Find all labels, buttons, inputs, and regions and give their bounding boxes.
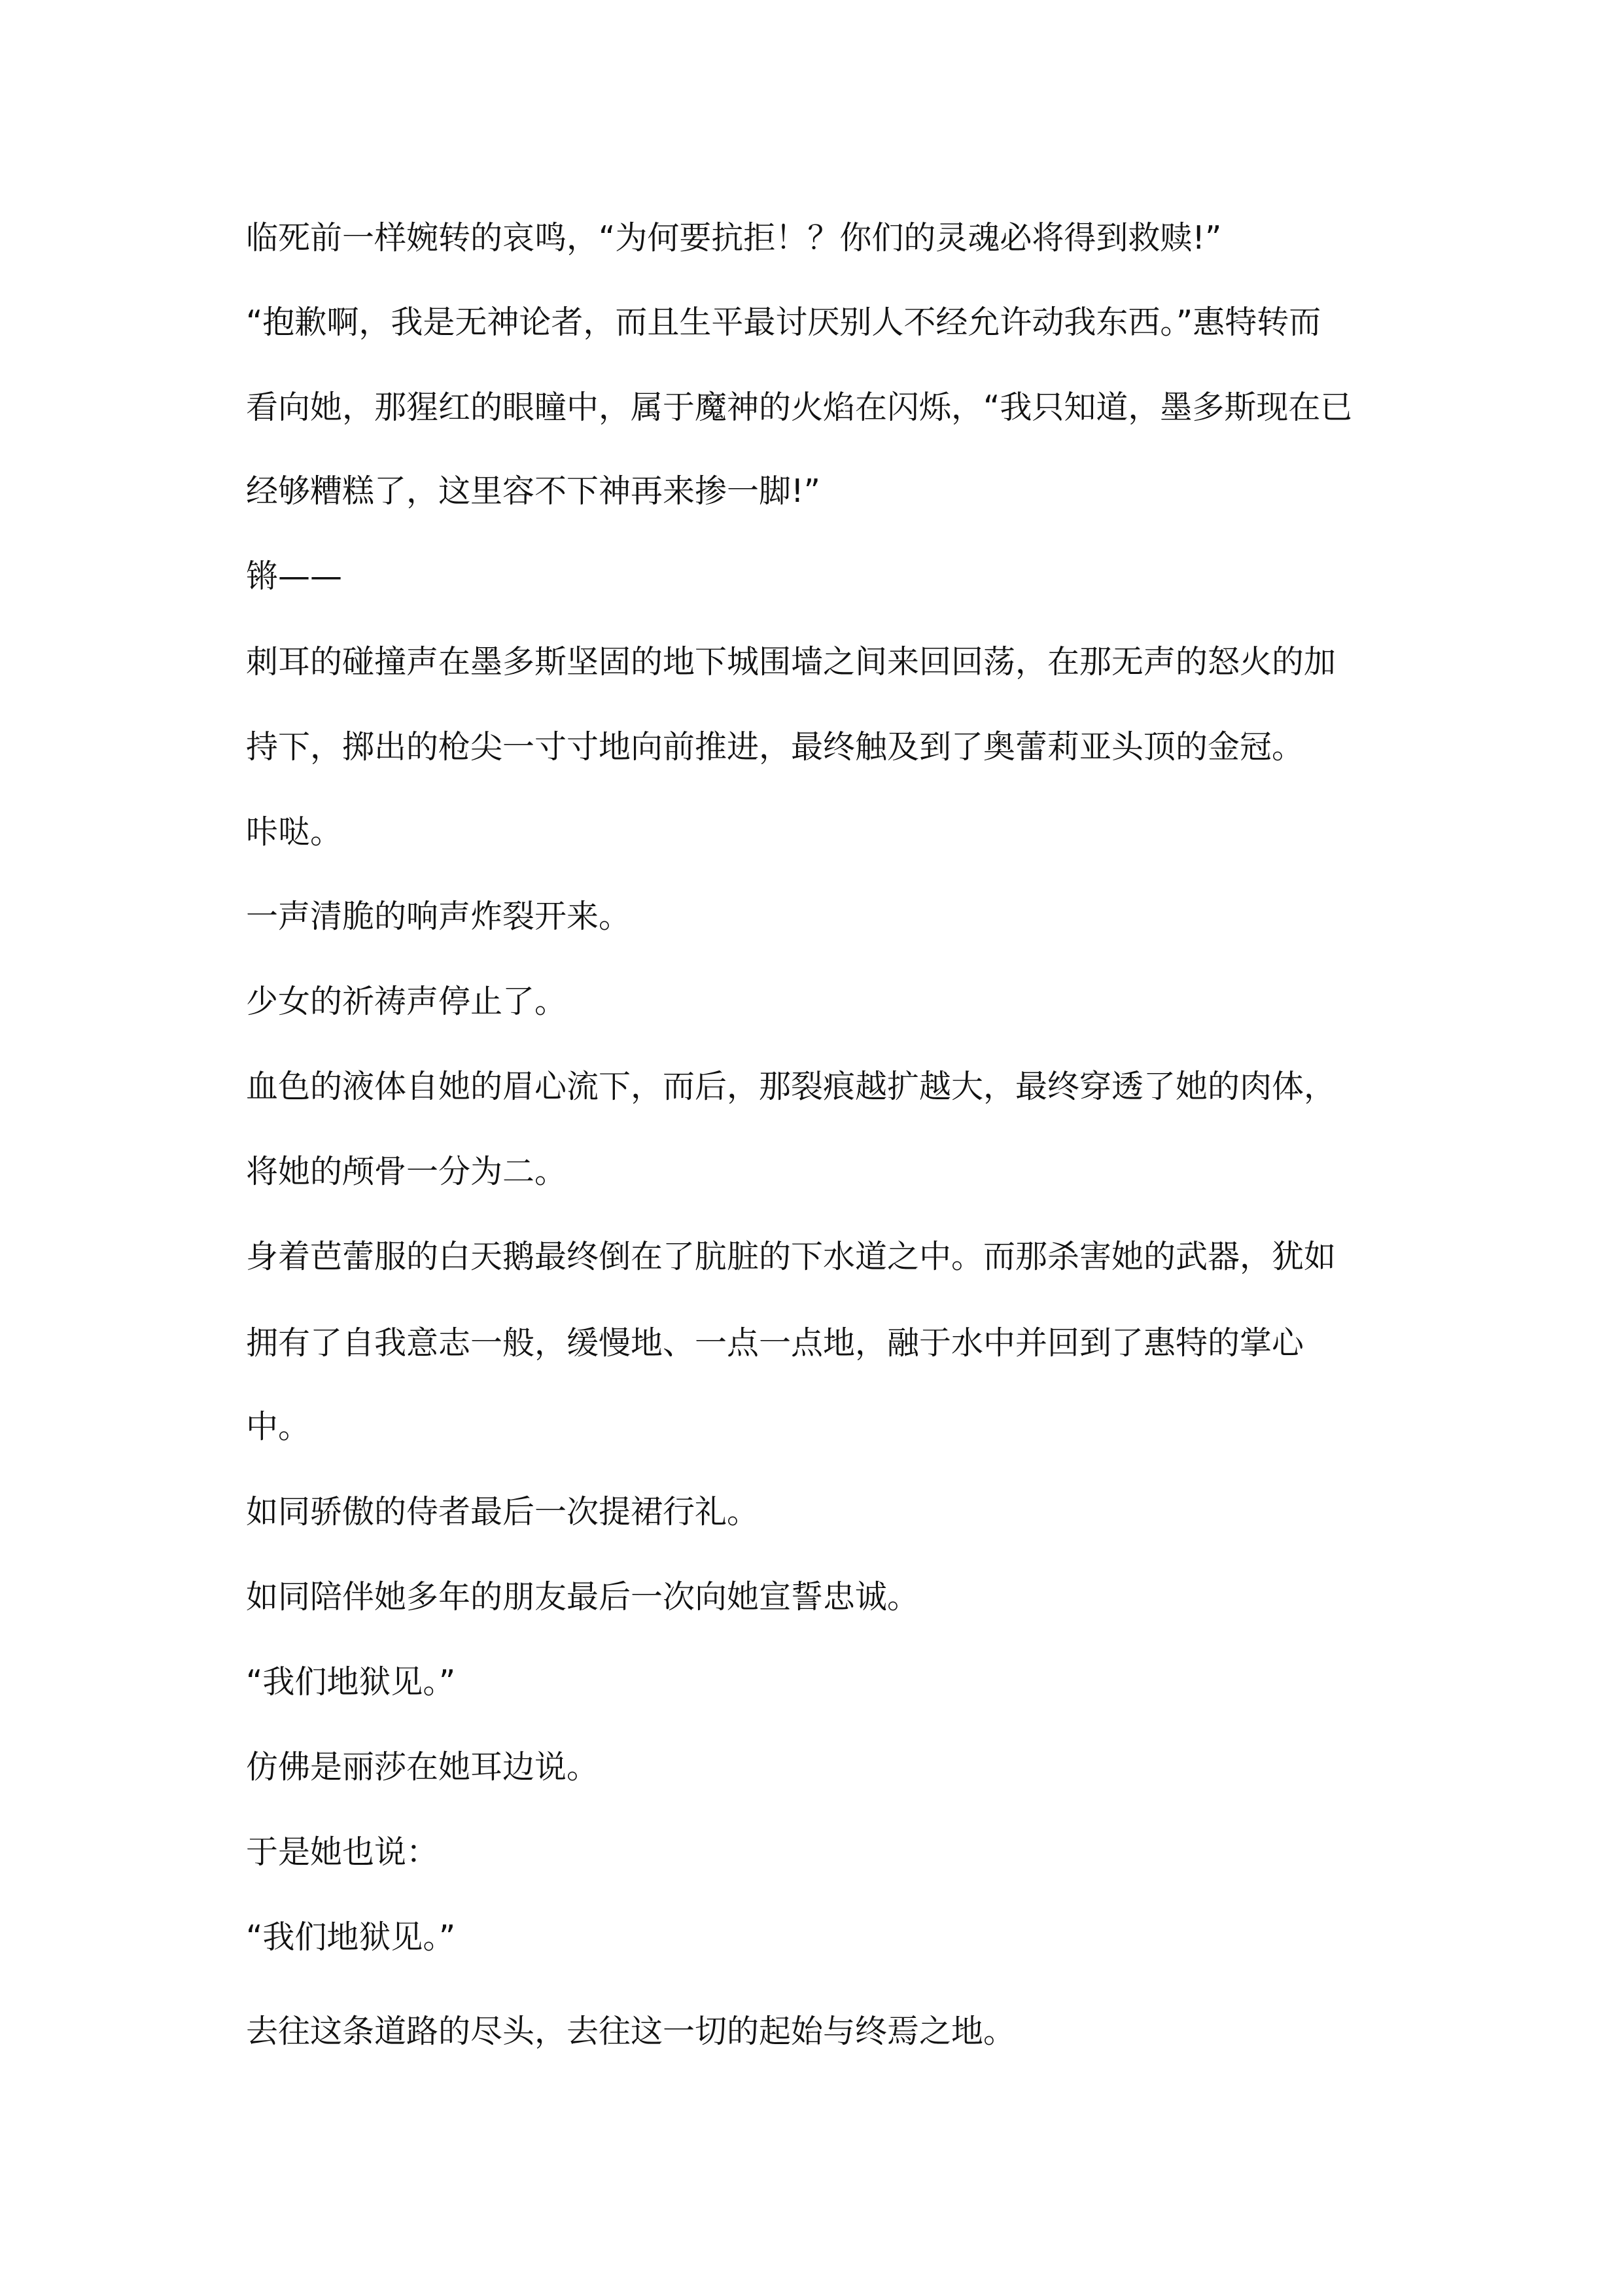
text-line: 于是她也说： [246, 1833, 439, 1871]
text-line: 少女的祈祷声停止了。 [246, 983, 567, 1020]
text-line: 一声清脆的响声炸裂开来。 [246, 898, 631, 935]
text-line: 中。 [246, 1408, 311, 1445]
text-line: 身着芭蕾服的白天鹅最终倒在了肮脏的下水道之中。而那杀害她的武器，犹如 [246, 1238, 1336, 1275]
text-line: 临死前一样婉转的哀鸣，“为何要抗拒！？你们的灵魂必将得到救赎!” [246, 219, 1222, 256]
text-line: 仿佛是丽莎在她耳边说。 [246, 1748, 599, 1786]
text-line: 血色的液体自她的眉心流下，而后，那裂痕越扩越大，最终穿透了她的肉体， [246, 1068, 1336, 1105]
text-line: 咔哒。 [246, 813, 343, 851]
text-line: 如同骄傲的侍者最后一次提裙行礼。 [246, 1493, 759, 1530]
text-line: “我们地狱见。” [246, 1918, 456, 1956]
text-line: 看向她，那猩红的眼瞳中，属于魔神的火焰在闪烁，“我只知道，墨多斯现在已 [246, 389, 1353, 426]
text-line: “抱歉啊，我是无神论者，而且生平最讨厌别人不经允许动我东西。”惠特转而 [246, 304, 1321, 341]
text-line: 经够糟糕了，这里容不下神再来掺一脚!” [246, 472, 821, 510]
text-line: 去往这条道路的尽头，去往这一切的起始与终焉之地。 [246, 2013, 1016, 2050]
text-line: 刺耳的碰撞声在墨多斯坚固的地下城围墙之间来回回荡，在那无声的怒火的加 [246, 643, 1336, 680]
text-line: “我们地狱见。” [246, 1663, 456, 1701]
text-line: 拥有了自我意志一般，缓慢地、一点一点地，融于水中并回到了惠特的掌心 [246, 1324, 1304, 1362]
text-line: 锵—— [246, 557, 343, 595]
body-text [246, 178, 1397, 2053]
text-line: 持下，掷出的枪尖一寸寸地向前推进，最终触及到了奥蕾莉亚头顶的金冠。 [246, 728, 1304, 766]
text-line: 将她的颅骨一分为二。 [246, 1153, 567, 1190]
text-line: 如同陪伴她多年的朋友最后一次向她宣誓忠诚。 [246, 1578, 920, 1616]
